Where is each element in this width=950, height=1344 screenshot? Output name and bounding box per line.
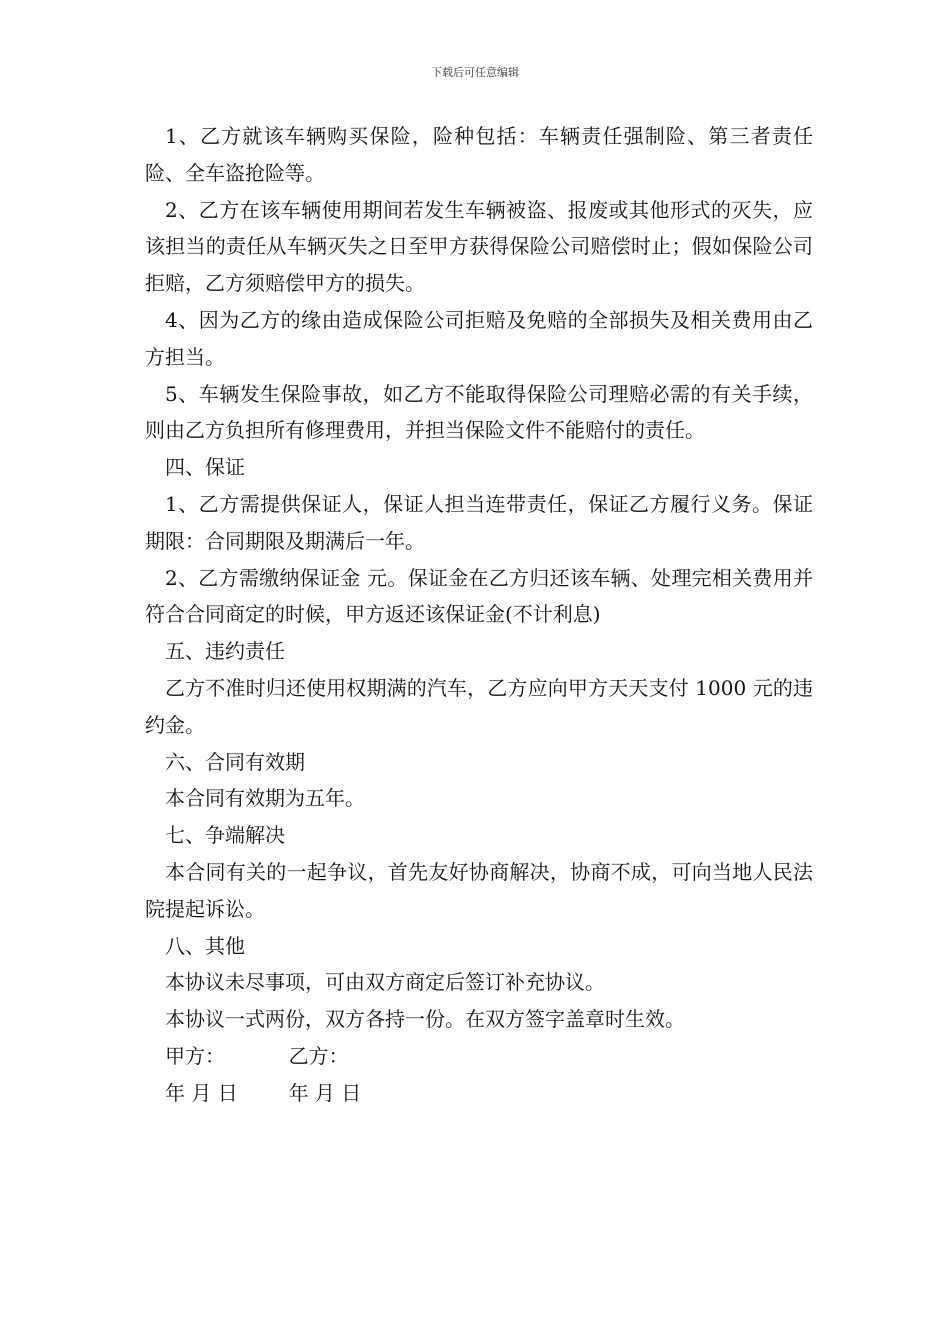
signature-dates: 年 月 日 年 月 日 (165, 1080, 362, 1105)
section-heading-validity: 六、合同有效期 (165, 749, 305, 774)
paragraph-insurance-5: 5、车辆发生保险事故，如乙方不能取得保险公司理赔必需的有关手续，则由乙方负担所有修理费用，并担当保险文件不能赔付的责任。 (145, 381, 813, 443)
paragraph-other-2: 本协议一式两份，双方各持一份。在双方签字盖章时生效。 (165, 1007, 685, 1032)
signature-parties: 甲方： 乙方： (165, 1043, 349, 1068)
paragraph-validity: 本合同有效期为五年。 (165, 786, 365, 811)
section-heading-guarantee: 四、保证 (165, 455, 245, 480)
page-header: 下载后可任意编辑 (431, 66, 519, 79)
paragraph-guarantee-1: 1、乙方需提供保证人，保证人担当连带责任，保证乙方履行义务。保证期限：合同期限及期满后一年。 (145, 491, 813, 553)
document-body (145, 118, 813, 1112)
paragraph-insurance-2: 2、乙方在该车辆使用期间若发生车辆被盗、报废或其他形式的灭失，应该担当的责任从车辆灭失之日至甲方获得保险公司赔偿时止；假如保险公司拒赔，乙方须赔偿甲方的损失。 (145, 197, 813, 296)
section-heading-dispute: 七、争端解决 (165, 823, 285, 848)
paragraph-other-1: 本协议未尽事项，可由双方商定后签订补充协议。 (165, 970, 605, 995)
paragraph-dispute: 本合同有关的一起争议，首先友好协商解决，协商不成，可向当地人民法院提起诉讼。 (145, 859, 813, 921)
paragraph-insurance-4: 4、因为乙方的缘由造成保险公司拒赔及免赔的全部损失及相关费用由乙方担当。 (145, 307, 813, 369)
paragraph-breach: 乙方不准时归还使用权期满的汽车，乙方应向甲方天天支付 1000 元的违约金。 (145, 675, 813, 737)
paragraph-guarantee-2: 2、乙方需缴纳保证金 元。保证金在乙方归还该车辆、处理完相关费用并符合合同商定的时候，甲方返还该保证金(不计利息) (145, 565, 813, 627)
section-heading-breach: 五、违约责任 (165, 639, 285, 664)
section-heading-other: 八、其他 (165, 933, 245, 958)
paragraph-insurance-1: 1、乙方就该车辆购买保险，险种包括：车辆责任强制险、第三者责任险、全车盗抢险等。 (145, 124, 813, 185)
